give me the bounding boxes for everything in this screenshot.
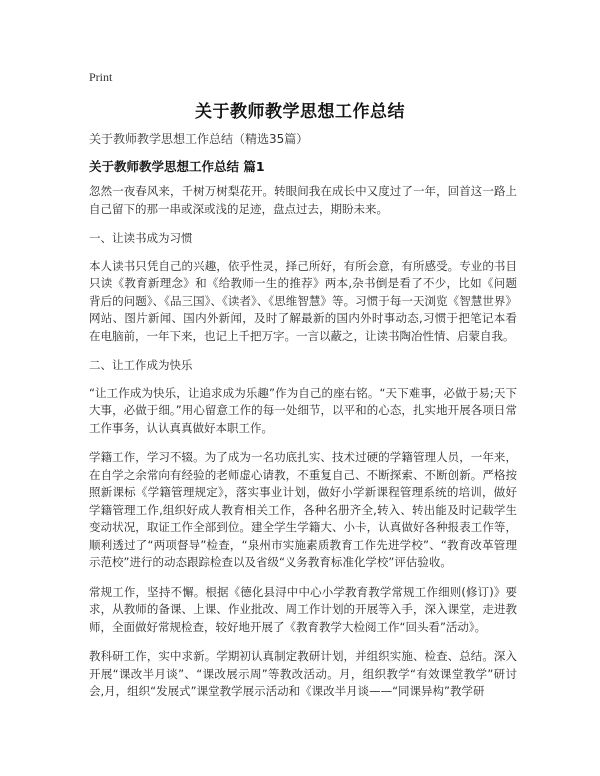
- document-body: [89, 130, 517, 713]
- intro-paragraph: 忽然一夜春风来，千树万树梨花开。转眼间我在成长中又度过了一年，回首这一路上自己留下的那一串或深或浅的足迹，盘点过去，期盼未来。: [89, 184, 517, 216]
- paragraph-teaching-research: 教科研工作，实中求新。学期初认真制定教研计划，并组织实施、检查、总结。深入开展“课改半月谈”、“课改展示周”等教改活动。月，组织教学“有效课堂教学”研讨会,月，组织“发展式”课堂教学展示活动和《课改半月谈——“同课异构”教学研: [89, 649, 517, 698]
- paragraph-student-records: 学籍工作，学习不辍。为了成为一名功底扎实、技术过硬的学籍管理人员，一年来，在自学之余常向有经验的老师虚心请教，不重复自己、不断探索、不断创新。严格按照新课标《学籍管理规定》，落实事业计划，做好小学新课程管理系统的培训，做好学籍管理工作,组织好成人教育相关工作，各种名册齐全,转入、转出能及时记载学生变动状况，取证工作全部到位。建全学生学籍大、小卡，认真做好各种报表工作等，顺利透过了“两项督导”检查，“泉州市实施素质教育工作先进学校”、“教育改革管理示范校”进行的动态跟踪检查以及省级“义务教育标准化学校”评估验收。: [89, 450, 517, 569]
- paragraph-routine-work: 常规工作，坚持不懈。根据《德化县浔中中心小学教育教学常规工作细则(修订)》要求，从教师的备课、上课、作业批改、周工作计划的开展等入手，深入课堂，走进教师，全面做好常规检查，较好地开展了《教育教学大检阅工作“回头看”活动》。: [89, 584, 517, 634]
- document-subtitle: 关于教师教学思想工作总结（精选35篇）: [89, 132, 309, 146]
- page-title: 关于教师教学思想工作总结: [195, 102, 405, 122]
- section-heading: 关于教师教学思想工作总结 篇1: [89, 159, 265, 174]
- subheading-reading-habit: 一、让读书成为习惯: [89, 231, 193, 245]
- paragraph-work-joy: “让工作成为快乐，让追求成为乐趣”作为自己的座右铭。“天下难事，必做于易;天下大事，必做于细。”用心留意工作的每一处细节，以平和的心态，扎实地开展各项日常工作事务，认认真真做好本职工作。: [89, 385, 517, 435]
- subheading-work-joy: 二、让工作成为快乐: [89, 358, 193, 372]
- paragraph-reading: 本人读书只凭自己的兴趣，依乎性灵，择己所好，有所会意，有所感受。专业的书目只读《教育新理念》和《给教师一生的推荐》两本,杂书倒是看了不少，比如《问题背后的问题》、《品三国》、《读者》、《思维智慧》等。习惯于每一天浏览《智慧世界》网站、图片新闻、国内外新闻，及时了解最新的国内外时事动态,习惯于把笔记本看在电脑前，一年下来，也记上千把万字。一言以蔽之，让读书陶冶性情、启蒙自我。: [89, 258, 517, 343]
- print-link[interactable]: Print: [89, 70, 113, 84]
